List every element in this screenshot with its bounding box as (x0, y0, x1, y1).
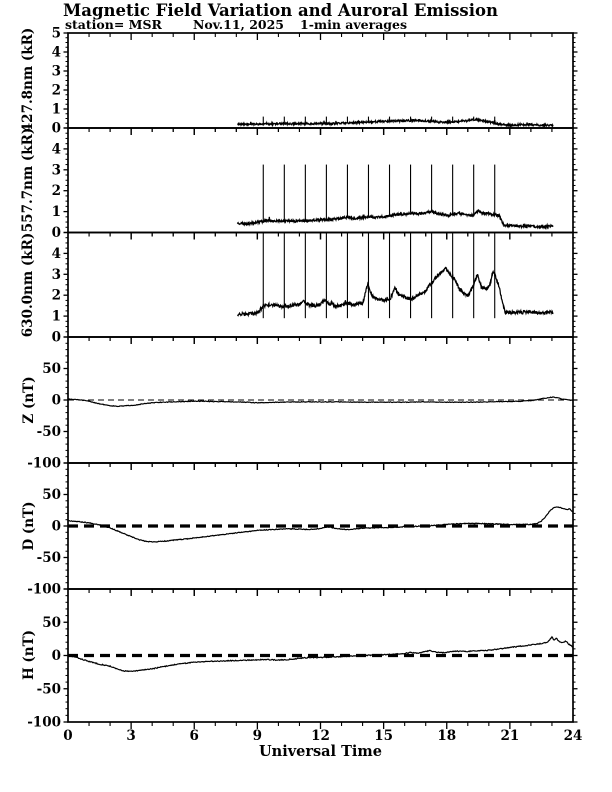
svg-text:18: 18 (437, 728, 457, 744)
svg-text:3: 3 (126, 728, 136, 744)
svg-text:6: 6 (189, 728, 199, 744)
svg-text:2: 2 (51, 82, 61, 99)
svg-text:0: 0 (51, 120, 61, 137)
y-axis-label-630nm: 630.0nm (kR) (20, 232, 36, 338)
svg-text:0: 0 (51, 648, 61, 664)
svg-text:50: 50 (42, 614, 61, 631)
svg-text:-100: -100 (27, 714, 61, 731)
svg-text:3: 3 (51, 63, 61, 80)
svg-text:2: 2 (51, 183, 61, 200)
svg-text:12: 12 (311, 728, 330, 744)
y-axis-label-h: H (nT) (21, 629, 37, 681)
svg-text:2: 2 (51, 287, 61, 304)
y-axis-label-z: Z (nT) (21, 376, 37, 424)
svg-text:0: 0 (51, 392, 61, 409)
svg-text:9: 9 (252, 728, 263, 744)
svg-text:50: 50 (42, 361, 61, 377)
svg-text:0: 0 (51, 518, 61, 535)
svg-text:4: 4 (51, 141, 61, 158)
svg-text:-50: -50 (36, 550, 61, 566)
averaging-label: 1-min averages (300, 17, 408, 32)
svg-text:3: 3 (51, 266, 61, 283)
station-label: station= MSR (65, 17, 162, 32)
svg-text:3: 3 (51, 162, 61, 179)
svg-text:-100: -100 (27, 581, 61, 598)
svg-text:1: 1 (51, 204, 61, 221)
svg-text:Universal Time: Universal Time (259, 743, 382, 760)
chart-title: Magnetic Field Variation and Auroral Emission (63, 1, 498, 20)
svg-text:4: 4 (51, 245, 61, 262)
svg-text:0: 0 (51, 329, 61, 346)
svg-text:1: 1 (51, 308, 61, 325)
svg-text:21: 21 (500, 728, 520, 744)
svg-text:-50: -50 (36, 681, 61, 698)
y-axis-label-d: D (nT) (21, 501, 37, 551)
svg-text:4: 4 (51, 44, 61, 61)
svg-text:15: 15 (374, 728, 394, 744)
svg-text:0: 0 (63, 728, 73, 744)
svg-text:-50: -50 (36, 424, 61, 440)
svg-text:24: 24 (563, 728, 583, 744)
y-axis-label-557nm: 557.7nm (kR) (20, 127, 36, 233)
svg-text:50: 50 (42, 487, 61, 503)
date-label: Nov.11, 2025 (193, 17, 285, 32)
svg-text:-100: -100 (27, 455, 61, 472)
svg-text:0: 0 (51, 225, 61, 241)
svg-text:5: 5 (51, 25, 61, 42)
y-axis-label-427nm: 427.8nm (kR) (20, 27, 36, 133)
svg-text:1: 1 (51, 101, 61, 118)
